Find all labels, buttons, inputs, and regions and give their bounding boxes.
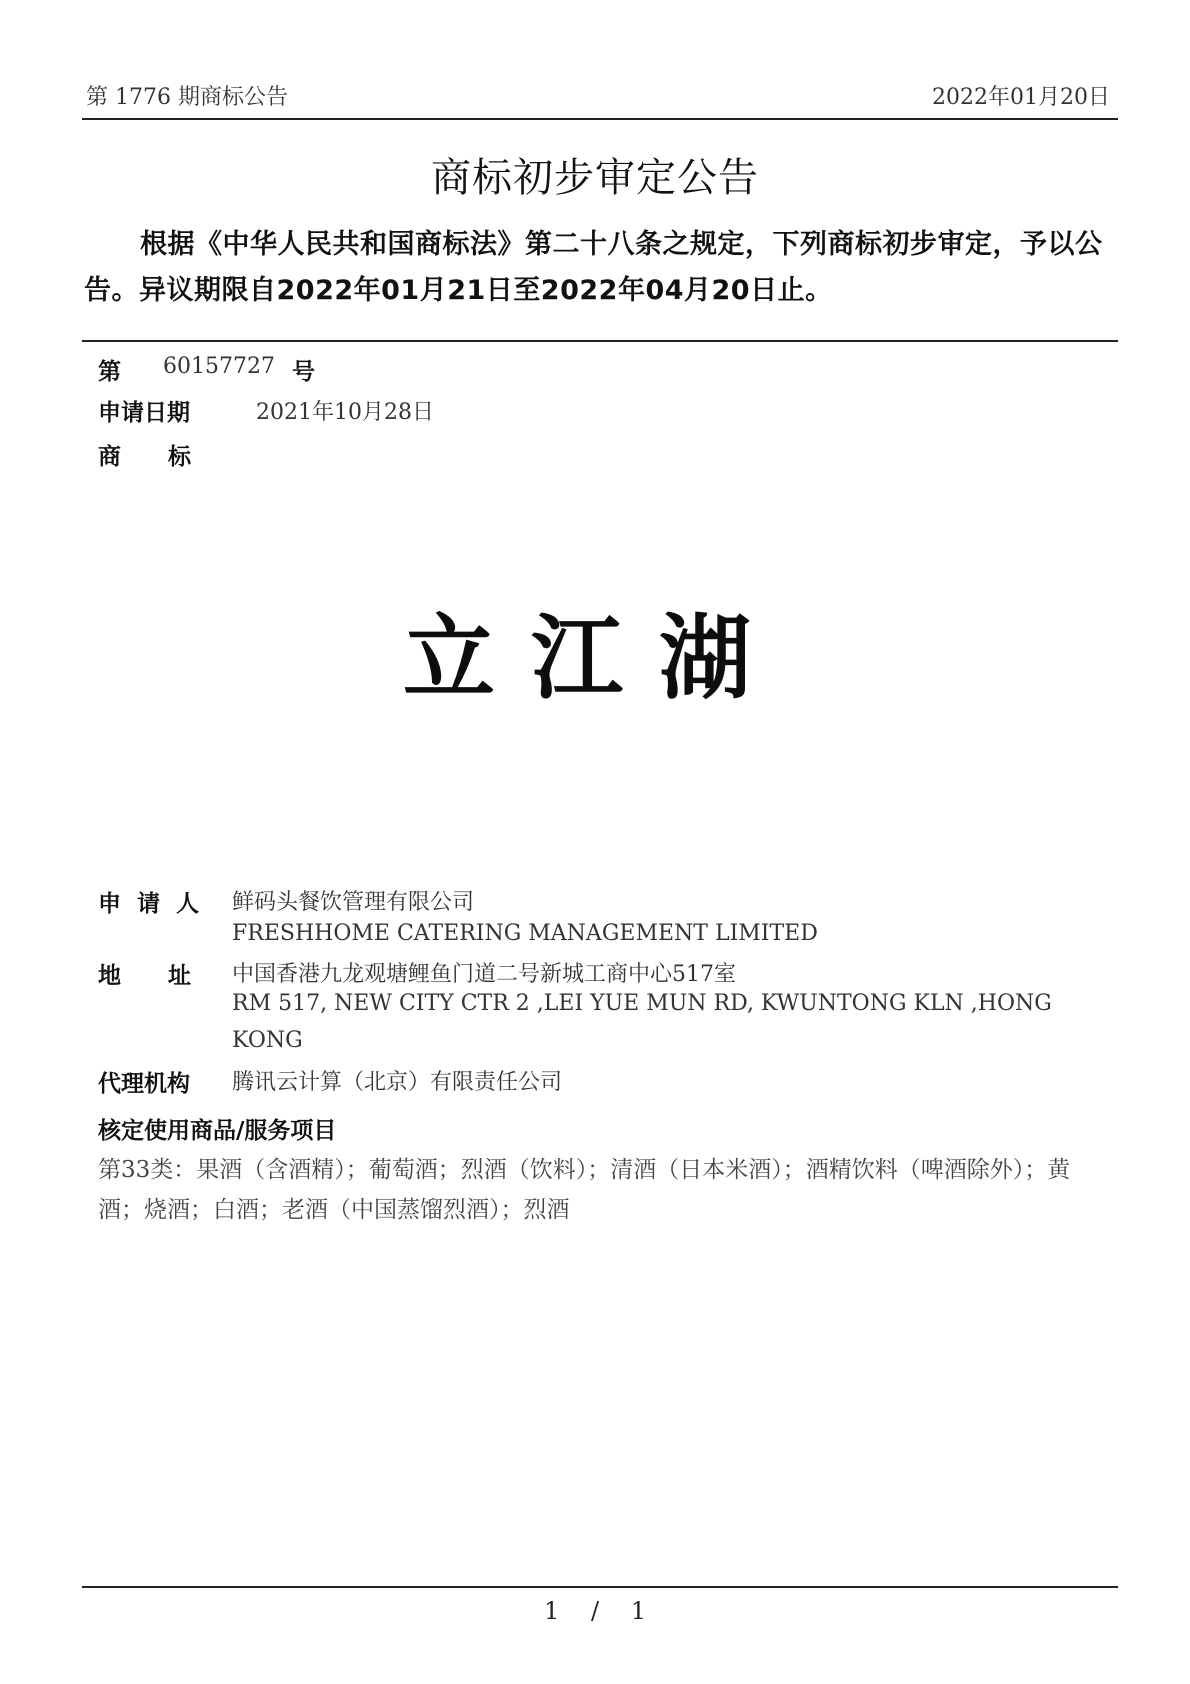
page-indicator <box>0 1597 1190 1625</box>
preamble-text: 根据《中华人民共和国商标法》第二十八条之规定，下列商标初步审定，予以公告。异议期限自2022年01月21日至2022年04月20日止。 <box>84 229 1103 306</box>
applicant-label: 申 请 人 <box>98 891 204 917</box>
header-divider <box>82 118 1118 120</box>
trademark-label: 商 标 <box>98 444 203 470</box>
page-separator: / <box>590 1597 600 1625</box>
application-date-label: 申请日期 <box>98 400 190 426</box>
footer-divider <box>82 1586 1118 1588</box>
registration-number: 60157727 <box>163 354 275 379</box>
trademark-image: 立江湖 <box>402 604 787 712</box>
agent-label: 代理机构 <box>98 1071 190 1097</box>
number-label-suffix: 号 <box>292 359 315 385</box>
page-current: 1 <box>544 1597 560 1625</box>
applicant-name-en: FRESHHOME CATERING MANAGEMENT LIMITED <box>232 921 818 946</box>
agent-name: 腾讯云计算（北京）有限责任公司 <box>232 1070 563 1095</box>
address-en: RM 517, NEW CITY CTR 2 ,LEI YUE MUN RD, KWUNTONG KLN ,HONG KONG <box>232 991 1052 1053</box>
section-divider <box>82 340 1118 342</box>
application-date: 2021年10月28日 <box>256 400 434 425</box>
goods-heading: 核定使用商品/服务项目 <box>98 1118 337 1144</box>
applicant-name-cn: 鲜码头餐饮管理有限公司 <box>232 890 475 915</box>
issue-date: 2022年01月20日 <box>932 85 1110 110</box>
goods-list: 第33类：果酒（含酒精）；葡萄酒；烈酒（饮料）；清酒（日本米酒）；酒精饮料（啤酒除外）；黄酒；烧酒；白酒；老酒（中国蒸馏烈酒）；烈酒 <box>98 1157 1071 1223</box>
page-title: 商标初步审定公告 <box>431 155 759 201</box>
number-label-prefix: 第 <box>98 359 121 385</box>
page-total: 1 <box>630 1597 646 1625</box>
issue-number: 第 1776 期商标公告 <box>86 85 288 110</box>
address-cn: 中国香港九龙观塘鲤鱼门道二号新城工商中心517室 <box>232 962 736 987</box>
address-label: 地 址 <box>98 963 203 989</box>
